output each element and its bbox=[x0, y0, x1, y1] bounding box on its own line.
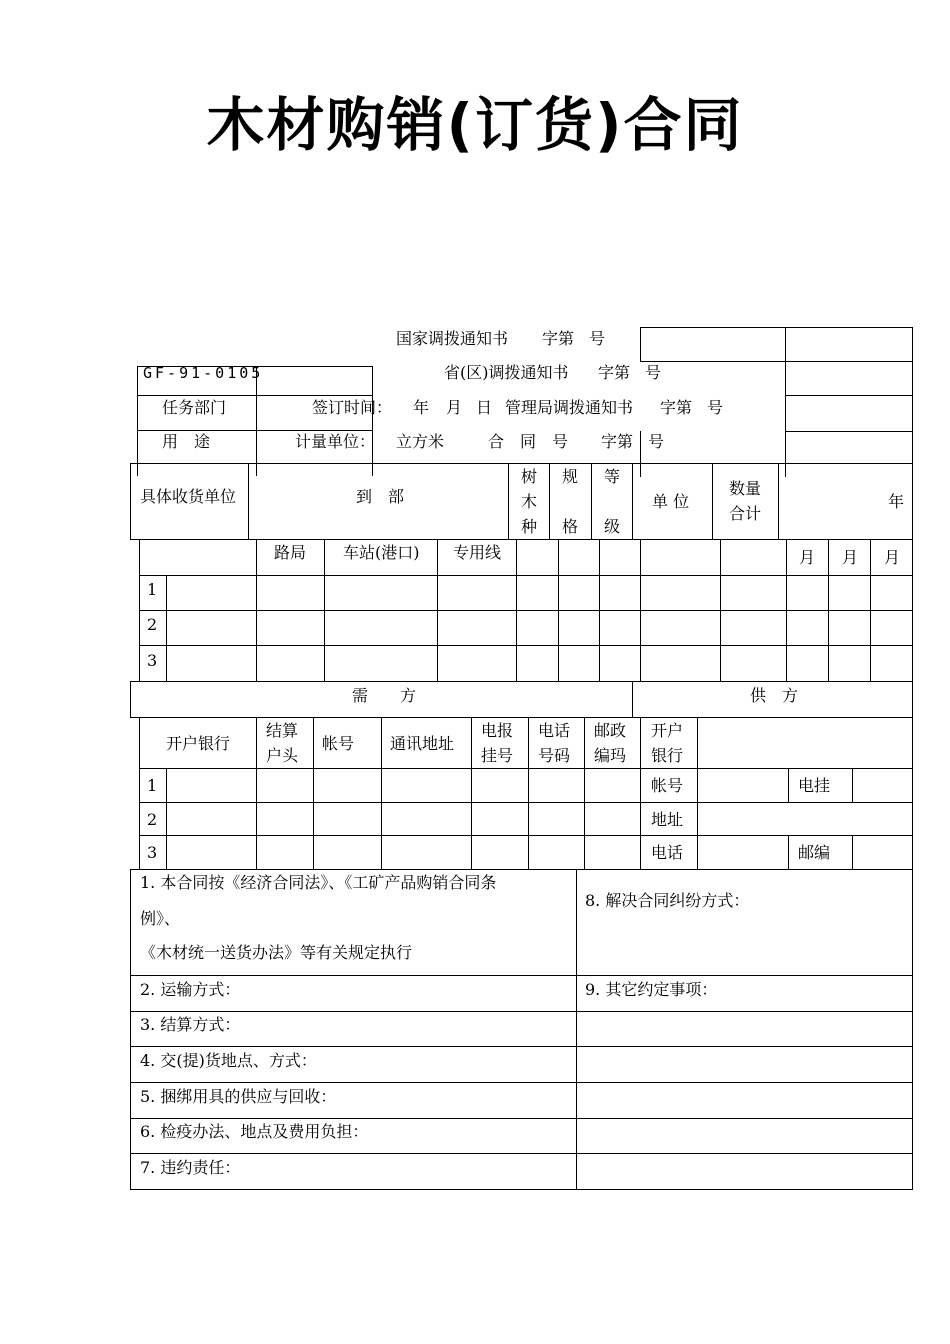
term-2: 2. 运输方式： bbox=[140, 980, 241, 999]
postcode-header-1: 邮政 bbox=[594, 721, 627, 740]
contract-no-label: 合 同 号 bbox=[488, 432, 569, 451]
term-8: 8. 解决合同纠纷方式： bbox=[585, 891, 750, 910]
grade-header-1: 等 bbox=[604, 467, 621, 486]
supply-bank-label-1: 开户 bbox=[651, 721, 684, 740]
address-header: 通讯地址 bbox=[390, 734, 455, 753]
arrival-header: 到 部 bbox=[356, 487, 405, 506]
term-1-line-2: 例》、 bbox=[140, 909, 181, 928]
supply-telegraph-label: 电挂 bbox=[798, 776, 831, 795]
goods-row-number: 2 bbox=[147, 615, 158, 634]
spec-header-1: 规 bbox=[562, 467, 579, 486]
measure-unit-label: 计量单位： bbox=[295, 432, 376, 451]
sign-day-label: 日 bbox=[476, 398, 493, 417]
party-row-number: 1 bbox=[147, 776, 158, 795]
term-1-line-3: 《木材统一送货办法》等有关规定执行 bbox=[140, 943, 413, 962]
railway-bureau-header: 路局 bbox=[274, 543, 307, 562]
year-header: 年 bbox=[888, 492, 905, 511]
spec-header-2: 格 bbox=[562, 517, 579, 536]
supply-party-header: 供 方 bbox=[750, 686, 799, 705]
supply-address-label: 地址 bbox=[651, 810, 684, 829]
supply-bank-label-2: 银行 bbox=[651, 746, 684, 765]
term-1-line-1: 1. 本合同按《经济合同法》、《工矿产品购销合同条 bbox=[140, 873, 497, 892]
purpose-label: 用 途 bbox=[162, 432, 211, 451]
bank-header: 开户银行 bbox=[166, 734, 231, 753]
month-header-1: 月 bbox=[799, 548, 816, 567]
sign-time-label: 签订时间： bbox=[312, 398, 393, 417]
party-row-number: 3 bbox=[147, 843, 158, 862]
receiver-header: 具体收货单位 bbox=[140, 487, 237, 506]
telegraph-header-2: 挂号 bbox=[481, 746, 514, 765]
province-notice-label: 省(区)调拨通知书 bbox=[444, 363, 569, 382]
national-zi-label: 字第 bbox=[542, 329, 575, 348]
sign-month-label: 月 bbox=[446, 398, 463, 417]
phone-header-2: 号码 bbox=[538, 746, 571, 765]
station-header: 车站(港口) bbox=[343, 543, 420, 562]
demand-party-header: 需 方 bbox=[352, 686, 417, 705]
goods-row-number: 1 bbox=[147, 580, 158, 599]
phone-header-1: 电话 bbox=[538, 721, 571, 740]
supply-phone-label: 电话 bbox=[651, 843, 684, 862]
national-notice-label: 国家调拨通知书 bbox=[396, 329, 509, 348]
supply-account-label: 帐号 bbox=[651, 776, 684, 795]
supply-postcode-label: 邮编 bbox=[798, 843, 831, 862]
bureau-notice-label: 管理局调拨通知书 bbox=[505, 398, 634, 417]
goods-row-number: 3 bbox=[147, 651, 158, 670]
month-header-2: 月 bbox=[842, 548, 859, 567]
settle-header-1: 结算 bbox=[266, 721, 299, 740]
task-dept-label: 任务部门 bbox=[162, 398, 227, 417]
postcode-header-2: 编玛 bbox=[594, 746, 627, 765]
qty-header-1: 数量 bbox=[729, 479, 762, 498]
species-header-1: 树 bbox=[521, 467, 538, 486]
term-7: 7. 违约责任： bbox=[140, 1158, 241, 1177]
page-title: 木材购销(订货)合同 bbox=[206, 91, 744, 159]
term-3: 3. 结算方式： bbox=[140, 1015, 241, 1034]
month-header-3: 月 bbox=[884, 548, 901, 567]
species-header-3: 种 bbox=[521, 517, 538, 536]
spur-line-header: 专用线 bbox=[453, 543, 502, 562]
account-header: 帐号 bbox=[322, 734, 355, 753]
qty-header-2: 合计 bbox=[729, 504, 762, 523]
national-hao-label: 号 bbox=[589, 329, 606, 348]
species-header-2: 木 bbox=[521, 492, 538, 511]
form-code: GF-91-0105 bbox=[143, 364, 264, 382]
unit-header: 单 位 bbox=[652, 492, 690, 511]
sign-year-label: 年 bbox=[413, 398, 430, 417]
bureau-zi-label: 字第 bbox=[660, 398, 693, 417]
province-hao-label: 号 bbox=[645, 363, 662, 382]
term-5: 5. 捆绑用具的供应与回收： bbox=[140, 1087, 337, 1106]
party-row-number: 2 bbox=[147, 810, 158, 829]
settle-header-2: 户头 bbox=[266, 746, 299, 765]
grade-header-2: 级 bbox=[604, 517, 621, 536]
term-6: 6. 检疫办法、地点及费用负担： bbox=[140, 1122, 369, 1141]
measure-unit-value: 立方米 bbox=[396, 432, 445, 451]
bureau-hao-label: 号 bbox=[707, 398, 724, 417]
contract-hao-label: 号 bbox=[648, 432, 665, 451]
term-9: 9. 其它约定事项： bbox=[585, 980, 718, 999]
term-4: 4. 交(提)货地点、方式： bbox=[140, 1051, 317, 1070]
telegraph-header-1: 电报 bbox=[481, 721, 514, 740]
province-zi-label: 字第 bbox=[598, 363, 631, 382]
contract-zi-label: 字第 bbox=[601, 432, 634, 451]
